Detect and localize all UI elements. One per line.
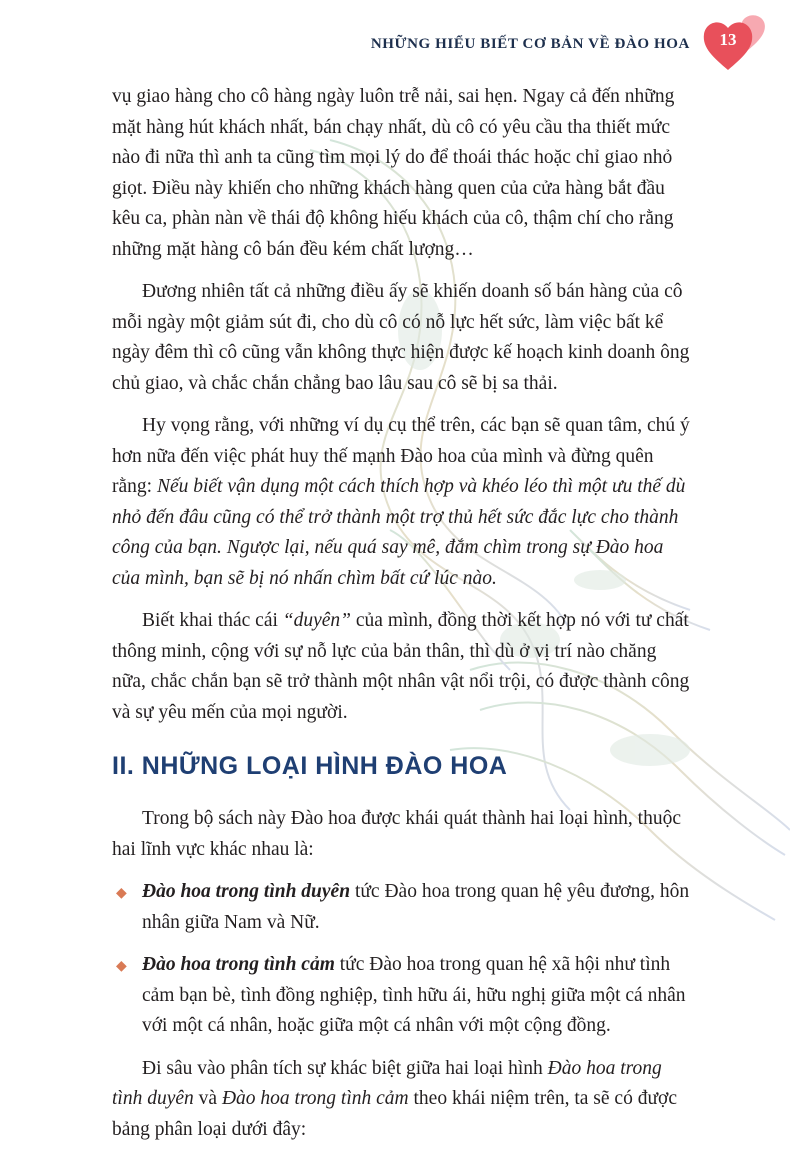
emphasis-text: Nếu biết vận dụng một cách thích hợp và khéo léo thì một ưu thế dù nhỏ đến đâu cũng có thể trở thành một trợ thủ hết sức đắc lực cho thành công của bạn. Ngược lại, nếu quá say mê, đắm chìm trong sự Đào hoa của mình, bạn sẽ bị nó nhấn chìm bất cứ lúc nào. — [112, 476, 686, 589]
section-heading: II. NHỮNG LOẠI HÌNH ĐÀO HOA — [112, 752, 508, 780]
emphasis-text: “duyên” — [282, 610, 352, 631]
paragraph — [112, 411, 692, 594]
paragraph-text: Đi sâu vào phân tích sự khác biệt giữa hai loại hình — [142, 1057, 548, 1079]
diamond-bullet-icon: ◆ — [116, 959, 127, 974]
paragraph: vụ giao hàng cho cô hàng ngày luôn trễ nải, sai hẹn. Ngay cả đến những mặt hàng hút khách nhất, bán chạy nhất, dù cô có yêu cầu tha thiết mức nào đi nữa thì anh ta cũng tìm mọi lý do để thoái thác hoặc chỉ giao nhỏ giọt. Điều này khiến cho những khách hàng quen của cửa hàng bắt đầu kêu ca, phàn nàn về thái độ không hiếu khách của cô, thậm chí cho rằng những mặt hàng cô bán đều kém chất lượng… — [112, 86, 675, 260]
paragraph-text: Hy vọng rằng, với những ví dụ cụ thể trên, các bạn sẽ quan tâm, chú ý hơn nữa đến việc phát huy thế mạnh Đào hoa của mình và đừng quên rằng: — [112, 415, 690, 497]
page-number: 13 — [719, 30, 737, 49]
diamond-bullet-icon: ◆ — [116, 886, 127, 901]
body-text — [112, 82, 692, 1157]
paragraph: Trong bộ sách này Đào hoa được khái quát thành hai loại hình, thuộc hai lĩnh vực khác nhau là: — [112, 808, 681, 860]
running-title: NHỮNG HIỂU BIẾT CƠ BẢN VỀ ĐÀO HOA — [370, 36, 690, 52]
bullet-text: tức Đào hoa trong quan hệ yêu đương, hôn nhân giữa Nam và Nữ. — [142, 881, 690, 933]
emphasis-text: Đào hoa trong tình cảm — [221, 1088, 409, 1109]
paragraph — [112, 606, 692, 728]
bullet-text: tức Đào hoa trong quan hệ xã hội như tình cảm bạn bè, tình đồng nghiệp, tình hữu ái, hữu nghị giữa một cá nhân với một cá nhân, hoặc giữa một cá nhân với một cộng đồng. — [142, 954, 686, 1036]
list-item — [112, 950, 692, 1042]
paragraph — [112, 1054, 692, 1146]
paragraph-text: theo khái niệm trên, ta sẽ có được bảng phân loại dưới đây: — [112, 1088, 677, 1140]
emphasis-text: Đào hoa trong tình duyên — [112, 1057, 662, 1109]
paragraph: Đương nhiên tất cả những điều ấy sẽ khiến doanh số bán hàng của cô mỗi ngày một giảm sút đi, cho dù cô có nỗ lực hết sức, làm việc bất kể ngày đêm thì cô cũng vẫn không thực hiện được kế hoạch kinh doanh ông chủ giao, và chắc chắn chẳng bao lâu sau cô sẽ bị sa thải. — [112, 281, 690, 394]
paragraph-text: và — [193, 1088, 222, 1109]
page-number-badge — [702, 10, 772, 76]
paragraph-text: Biết khai thác cái — [142, 610, 283, 631]
bullet-lead: Đào hoa trong tình cảm — [142, 954, 335, 975]
list-item — [112, 877, 692, 938]
paragraph-text: của mình, đồng thời kết hợp nó với tư chất thông minh, cộng với sự nỗ lực của bản thân, thì dù ở vị trí nào chăng nữa, chắc chắn bạn sẽ trở thành một nhân vật nổi trội, có được thành công và sự yêu mến của mọi người. — [112, 610, 690, 723]
bullet-lead: Đào hoa trong tình duyên — [142, 881, 351, 902]
